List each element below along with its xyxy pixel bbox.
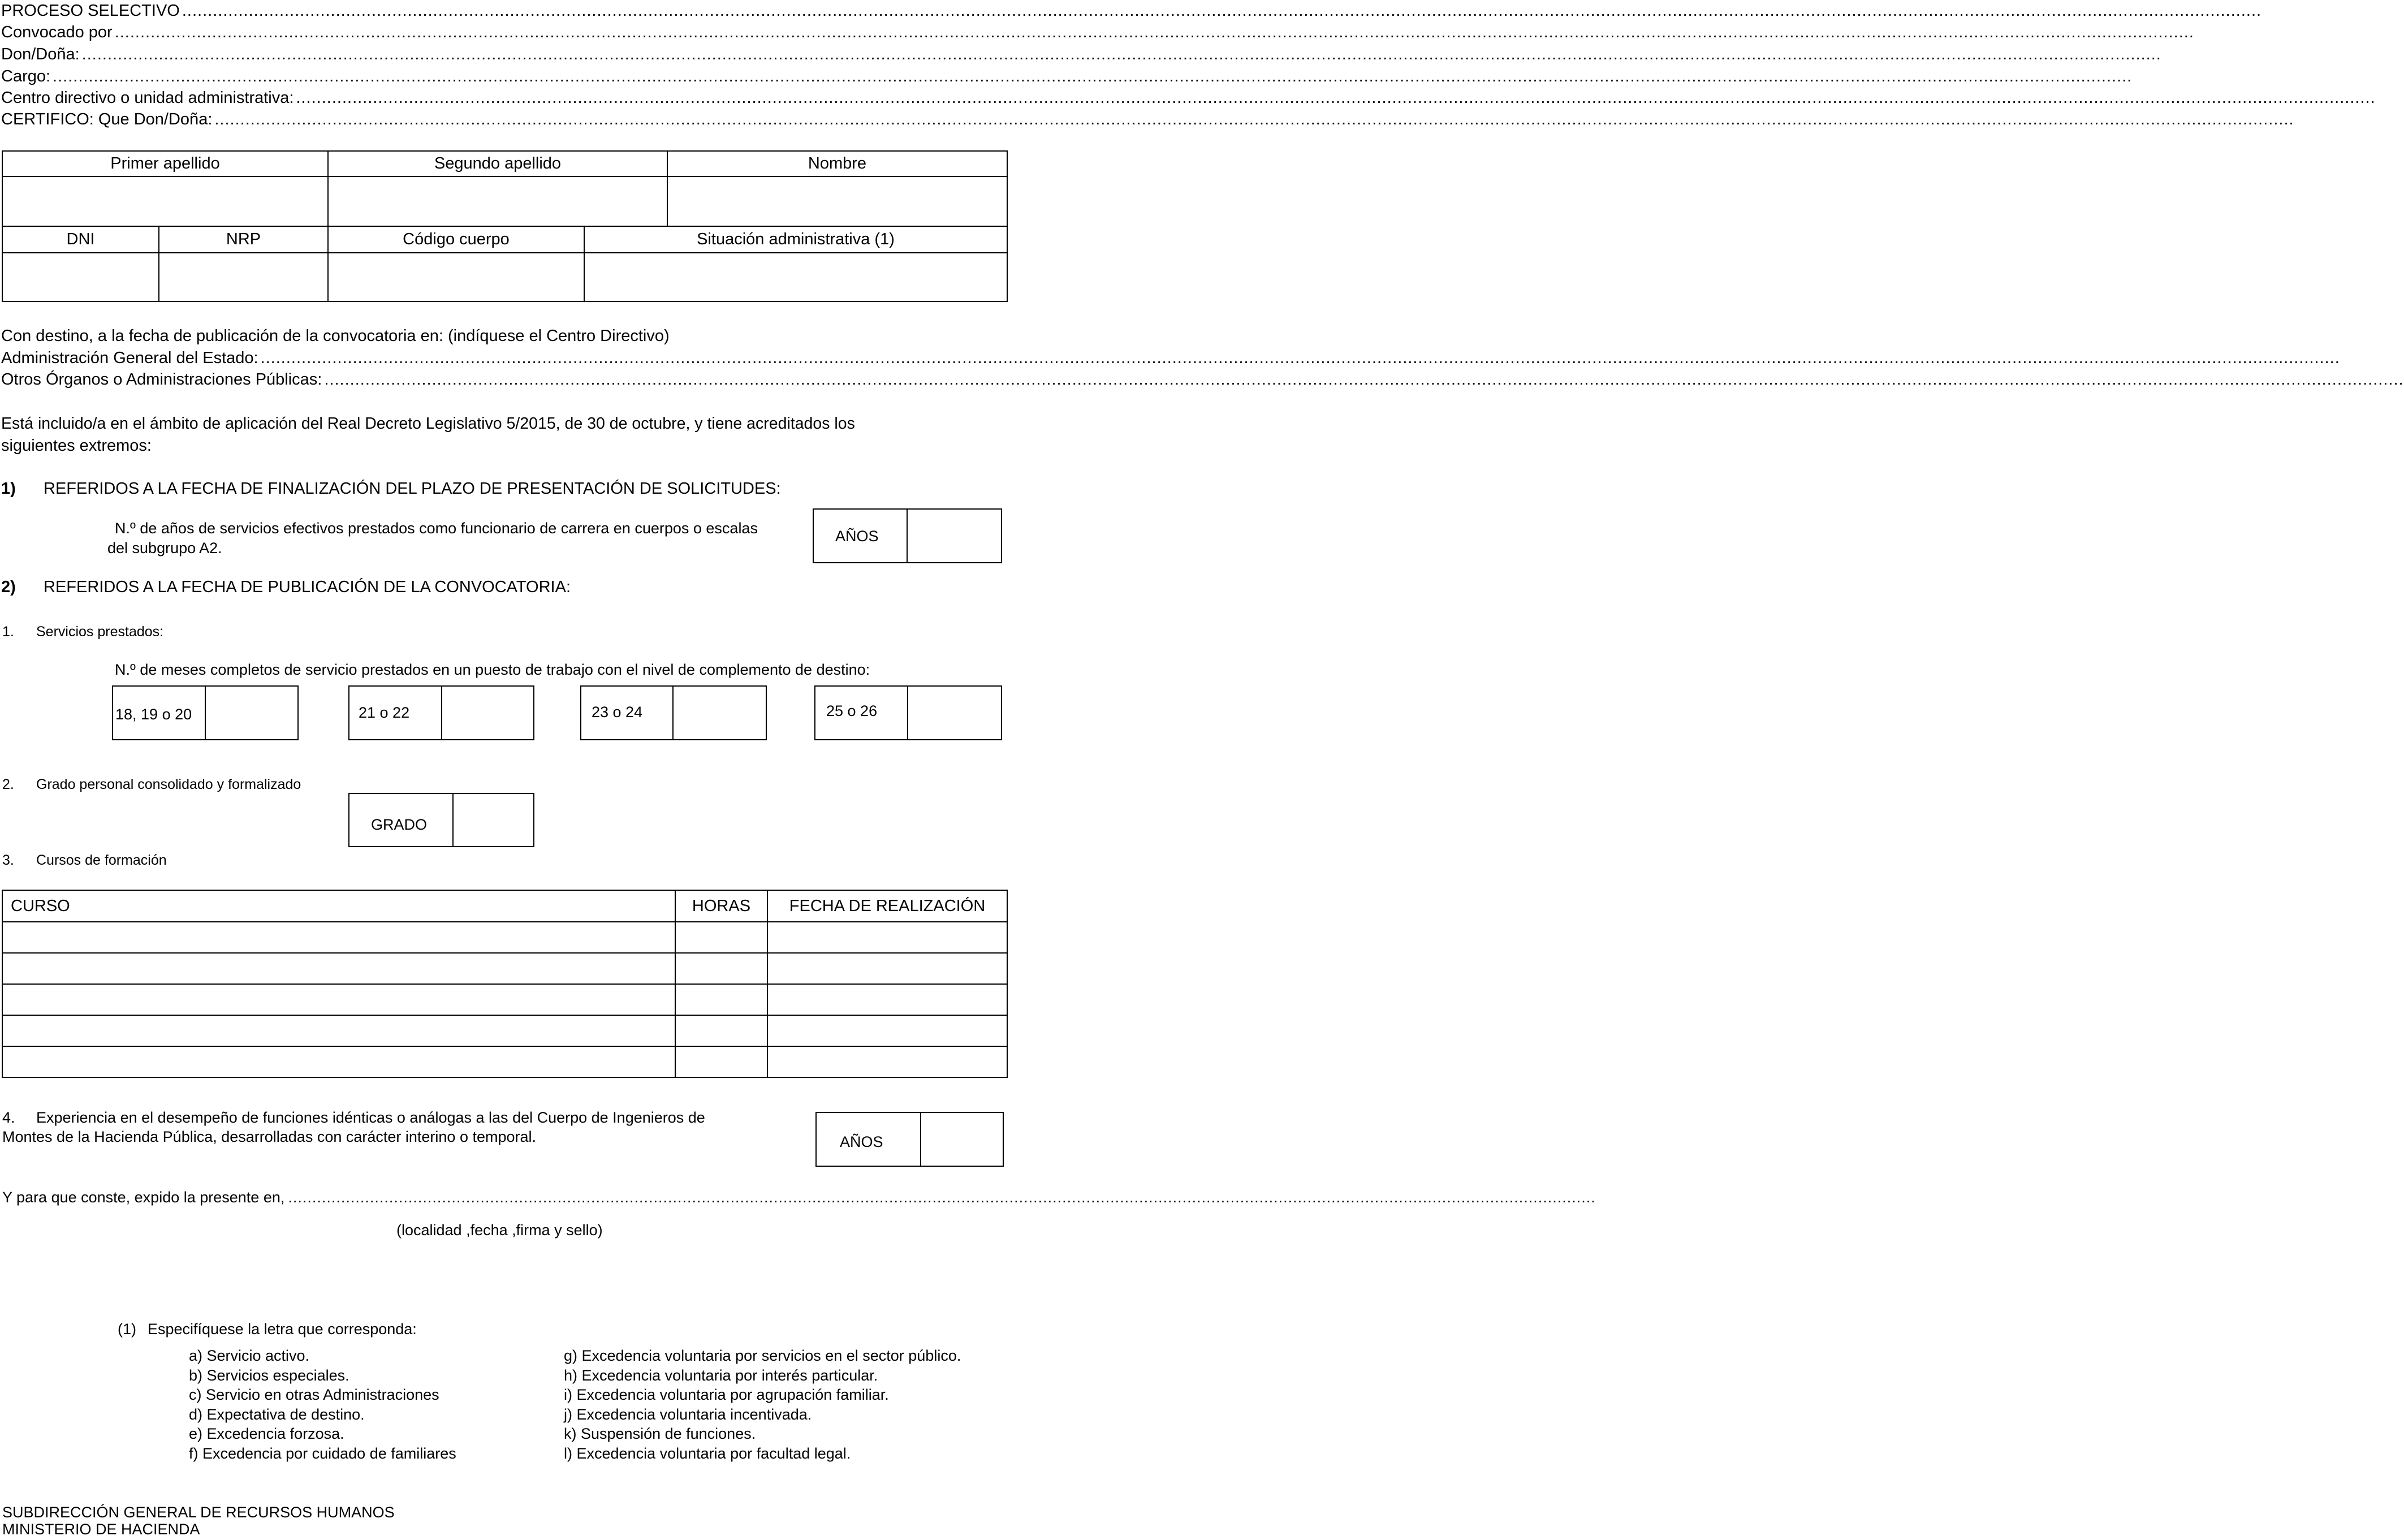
ambito-line1: Está incluido/a en el ámbito de aplicación del Real Decreto Legislativo 5/2015, de 30 de octubre, y tiene acreditados los xyxy=(1,415,855,433)
item3-number: 3. xyxy=(2,852,14,868)
curso-cell[interactable] xyxy=(2,984,675,1015)
segundo-apellido-cell[interactable] xyxy=(328,176,667,226)
meses-desc: N.º de meses completos de servicio prestados en un puesto de trabajo con el nivel de complemento de destino: xyxy=(115,661,870,678)
centro-label: Centro directivo o unidad administrativa: xyxy=(1,89,294,107)
nivel-label-18-20: 18, 19 o 20 xyxy=(115,706,192,723)
segundo-apellido-header: Segundo apellido xyxy=(328,151,667,176)
fecha-cell[interactable] xyxy=(767,1015,1007,1046)
nivel-value-23-24[interactable] xyxy=(674,687,766,739)
fecha-cell[interactable] xyxy=(767,953,1007,984)
situaciones-left-list xyxy=(189,1346,456,1463)
curso-cell[interactable] xyxy=(2,922,675,953)
situacion-item: a) Servicio activo. xyxy=(189,1347,310,1364)
codigo-cuerpo-header: Código cuerpo xyxy=(328,226,584,253)
situacion-item: b) Servicios especiales. xyxy=(189,1366,349,1384)
ambito-line2: siguientes extremos: xyxy=(1,437,152,455)
footer-subdireccion: SUBDIRECCIÓN GENERAL DE RECURSOS HUMANOS xyxy=(2,1504,395,1521)
expido-line xyxy=(2,1188,1596,1207)
horas-cell[interactable] xyxy=(675,984,767,1015)
certifico-field[interactable] xyxy=(214,109,2294,130)
curso-header: CURSO xyxy=(2,890,675,922)
nivel-label-21-22: 21 o 22 xyxy=(359,704,410,721)
nombre-cell[interactable] xyxy=(667,176,1007,226)
proceso-selectivo-line xyxy=(1,1,1005,21)
section1-desc-line1: N.º de años de servicios efectivos prestados como funcionario de carrera en cuerpos o escalas xyxy=(115,520,758,537)
section1-number: 1) xyxy=(1,480,16,498)
horas-header: HORAS xyxy=(675,890,767,922)
nivel-label-23-24: 23 o 24 xyxy=(592,704,643,721)
age-label: Administración General del Estado: xyxy=(1,349,258,367)
curso-row xyxy=(2,984,1007,1015)
otros-line xyxy=(1,369,1005,390)
footnote-marker: (1) xyxy=(118,1321,136,1338)
fecha-cell[interactable] xyxy=(767,922,1007,953)
curso-cell[interactable] xyxy=(2,1046,675,1077)
situacion-item: j) Excedencia voluntaria incentivada. xyxy=(564,1405,812,1423)
nivel-value-18-20[interactable] xyxy=(206,687,297,739)
certifico-line xyxy=(1,109,1005,130)
fecha-cell[interactable] xyxy=(767,1046,1007,1077)
nivel-value-21-22[interactable] xyxy=(442,687,533,739)
nivel-value-25-26[interactable] xyxy=(908,687,1001,739)
curso-cell[interactable] xyxy=(2,1015,675,1046)
cargo-field[interactable] xyxy=(53,66,2132,87)
age-field[interactable] xyxy=(261,348,2340,368)
convocado-label: Convocado por xyxy=(1,23,113,41)
horas-cell[interactable] xyxy=(675,953,767,984)
item3-label: Cursos de formación xyxy=(36,852,167,868)
convocado-field[interactable] xyxy=(115,22,2194,42)
item1-label: Servicios prestados: xyxy=(36,624,164,640)
item4-line2: Montes de la Hacienda Pública, desarrolladas con carácter interino o temporal. xyxy=(2,1128,537,1145)
identity-table-bottom xyxy=(2,226,1008,302)
fecha-cell[interactable] xyxy=(767,984,1007,1015)
situacion-item: g) Excedencia voluntaria por servicios en el sector público. xyxy=(564,1347,961,1364)
situacion-item: l) Excedencia voluntaria por facultad legal. xyxy=(564,1444,851,1462)
proceso-selectivo-field[interactable] xyxy=(182,1,2261,21)
certifico-label: CERTIFICO: Que Don/Doña: xyxy=(1,110,213,128)
nivel-label-25-26: 25 o 26 xyxy=(826,702,878,719)
curso-cell[interactable] xyxy=(2,953,675,984)
centro-line xyxy=(1,88,1005,108)
item1-number: 1. xyxy=(2,624,14,640)
section1-desc-line2: del subgrupo A2. xyxy=(107,540,222,557)
cargo-line xyxy=(1,66,1005,87)
situacion-item: h) Excedencia voluntaria por interés particular. xyxy=(564,1366,878,1384)
cargo-label: Cargo: xyxy=(1,67,51,85)
situaciones-right-list xyxy=(564,1346,961,1463)
centro-field[interactable] xyxy=(296,88,2375,108)
don-line xyxy=(1,44,1005,64)
anos-servicio-value[interactable] xyxy=(908,510,1001,562)
situacion-administrativa-cell[interactable] xyxy=(584,253,1007,301)
grado-label: GRADO xyxy=(371,816,428,833)
horas-cell[interactable] xyxy=(675,922,767,953)
don-field[interactable] xyxy=(82,44,2161,64)
codigo-cuerpo-cell[interactable] xyxy=(328,253,584,301)
item4-line1: Experiencia en el desempeño de funciones idénticas o análogas a las del Cuerpo de Ingenieros de xyxy=(36,1109,705,1126)
nombre-header: Nombre xyxy=(667,151,1007,176)
situacion-administrativa-header: Situación administrativa (1) xyxy=(584,226,1007,253)
section2-title: REFERIDOS A LA FECHA DE PUBLICACIÓN DE LA CONVOCATORIA: xyxy=(44,578,571,596)
curso-row xyxy=(2,953,1007,984)
dni-header: DNI xyxy=(2,226,159,253)
expido-field[interactable]: ................................................................................................................................................................................................................................................................................ xyxy=(288,1189,1596,1206)
nrp-header: NRP xyxy=(159,226,328,253)
curso-row xyxy=(2,922,1007,953)
experiencia-anos-value[interactable] xyxy=(921,1113,1003,1166)
proceso-selectivo-label: PROCESO SELECTIVO xyxy=(1,2,180,20)
grado-value[interactable] xyxy=(454,794,533,846)
age-line xyxy=(1,348,1005,368)
identity-table-top xyxy=(2,150,1008,227)
section2-number: 2) xyxy=(1,578,16,596)
horas-cell[interactable] xyxy=(675,1015,767,1046)
expido-label: Y para que conste, expido la presente en, xyxy=(2,1189,285,1206)
otros-field[interactable] xyxy=(324,369,2403,390)
destino-intro: Con destino, a la fecha de publicación de la convocatoria en: (indíquese el Centro Directivo) xyxy=(1,327,670,345)
section1-title: REFERIDOS A LA FECHA DE FINALIZACIÓN DEL PLAZO DE PRESENTACIÓN DE SOLICITUDES: xyxy=(44,480,781,498)
situacion-item: e) Excedencia forzosa. xyxy=(189,1425,344,1442)
convocado-line xyxy=(1,22,1005,42)
cursos-table xyxy=(2,890,1008,1078)
don-label: Don/Doña: xyxy=(1,45,80,63)
item2-number: 2. xyxy=(2,777,14,792)
item2-label: Grado personal consolidado y formalizado xyxy=(36,777,301,792)
otros-label: Otros Órganos o Administraciones Públicas: xyxy=(1,370,322,389)
dni-cell[interactable] xyxy=(2,253,159,301)
firma-note: (localidad ,fecha ,firma y sello) xyxy=(396,1222,603,1239)
experiencia-anos-label: AÑOS xyxy=(840,1133,883,1150)
primer-apellido-header: Primer apellido xyxy=(2,151,328,176)
situacion-item: k) Suspensión de funciones. xyxy=(564,1425,756,1442)
curso-row xyxy=(2,1015,1007,1046)
fecha-realizacion-header: FECHA DE REALIZACIÓN xyxy=(767,890,1007,922)
primer-apellido-cell[interactable] xyxy=(2,176,328,226)
horas-cell[interactable] xyxy=(675,1046,767,1077)
nrp-cell[interactable] xyxy=(159,253,328,301)
anos-servicio-label: AÑOS xyxy=(835,528,879,545)
situacion-item: c) Servicio en otras Administraciones xyxy=(189,1386,439,1403)
footnote-intro: Especifíquese la letra que corresponda: xyxy=(148,1321,417,1338)
situacion-item: f) Excedencia por cuidado de familiares xyxy=(189,1444,456,1462)
item4-number: 4. xyxy=(2,1109,15,1126)
situacion-item: i) Excedencia voluntaria por agrupación familiar. xyxy=(564,1386,889,1403)
situacion-item: d) Expectativa de destino. xyxy=(189,1405,365,1423)
footer-ministerio: MINISTERIO DE HACIENDA xyxy=(2,1521,200,1538)
curso-row xyxy=(2,1046,1007,1077)
